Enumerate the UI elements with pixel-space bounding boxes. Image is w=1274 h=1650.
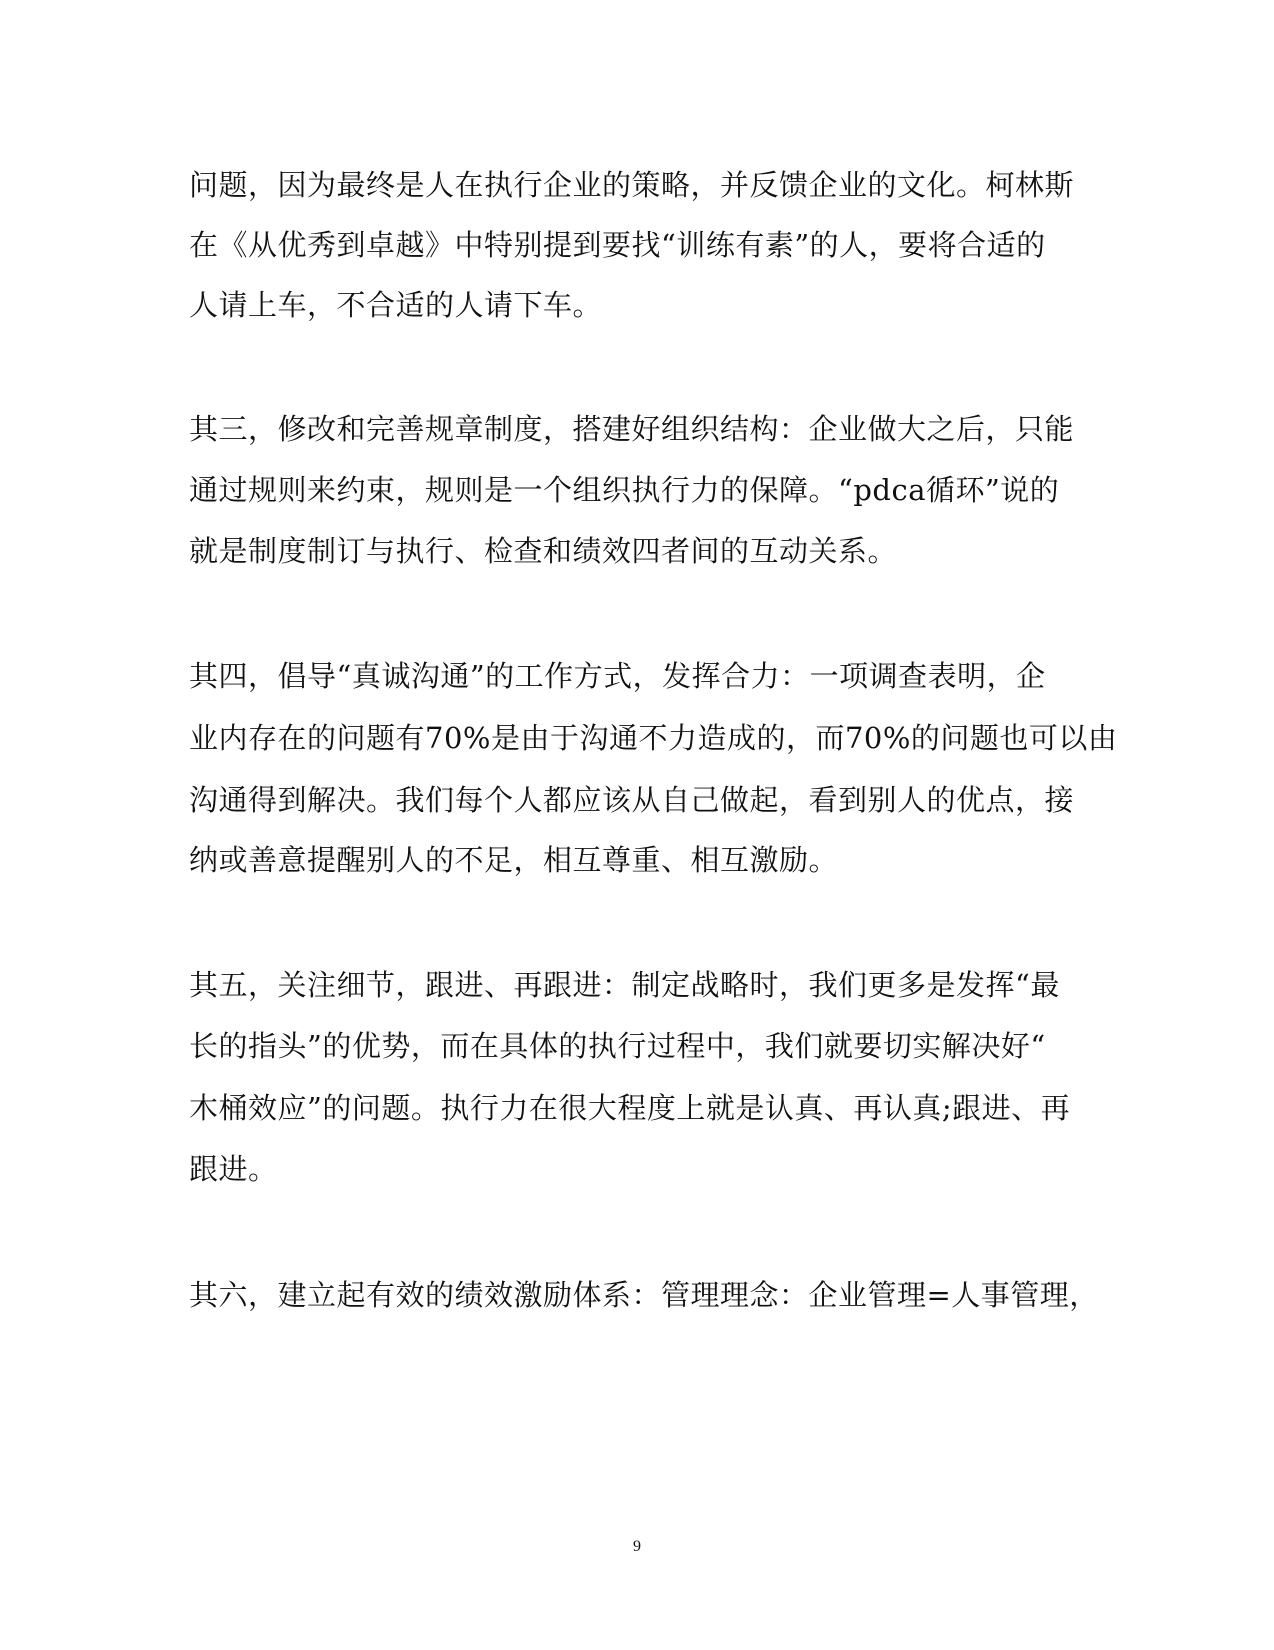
text-line: 跟进。 (189, 1152, 278, 1186)
text-line: 其五，关注细节，跟进、再跟进：制定战略时，我们更多是发挥“最 (189, 968, 1060, 1002)
text-line: 业内存在的问题有70%是由于沟通不力造成的，而70%的问题也可以由 (189, 721, 1118, 755)
text-line: 人请上车，不合适的人请下车。 (189, 288, 603, 322)
text-line: 纳或善意提醒别人的不足，相互尊重、相互激励。 (189, 843, 839, 877)
text-line: 木桶效应”的问题。执行力在很大程度上就是认真、再认真;跟进、再 (189, 1091, 1071, 1125)
page-number: 9 (633, 1538, 641, 1555)
text-line: 其三，修改和完善规章制度，搭建好组织结构：企业做大之后，只能 (189, 412, 1075, 446)
text-line: 长的指头”的优势，而在具体的执行过程中，我们就要切实解决好“ (189, 1029, 1046, 1063)
text-line: 就是制度制订与执行、检查和绩效四者间的互动关系。 (189, 534, 898, 568)
text-line: 问题，因为最终是人在执行企业的策略，并反馈企业的文化。柯林斯 (189, 168, 1075, 202)
text-line: 通过规则来约束，规则是一个组织执行力的保障。“pdca循环”说的 (189, 473, 1060, 507)
text-line: 其六，建立起有效的绩效激励体系：管理理念：企业管理=人事管理， (189, 1278, 1099, 1312)
text-line: 在《从优秀到卓越》中特别提到要找“训练有素”的人，要将合适的 (189, 228, 1046, 262)
text-line: 其四，倡导“真诚沟通”的工作方式，发挥合力：一项调查表明，企 (189, 659, 1046, 693)
text-line: 沟通得到解决。我们每个人都应该从自己做起，看到别人的优点，接 (189, 783, 1075, 817)
